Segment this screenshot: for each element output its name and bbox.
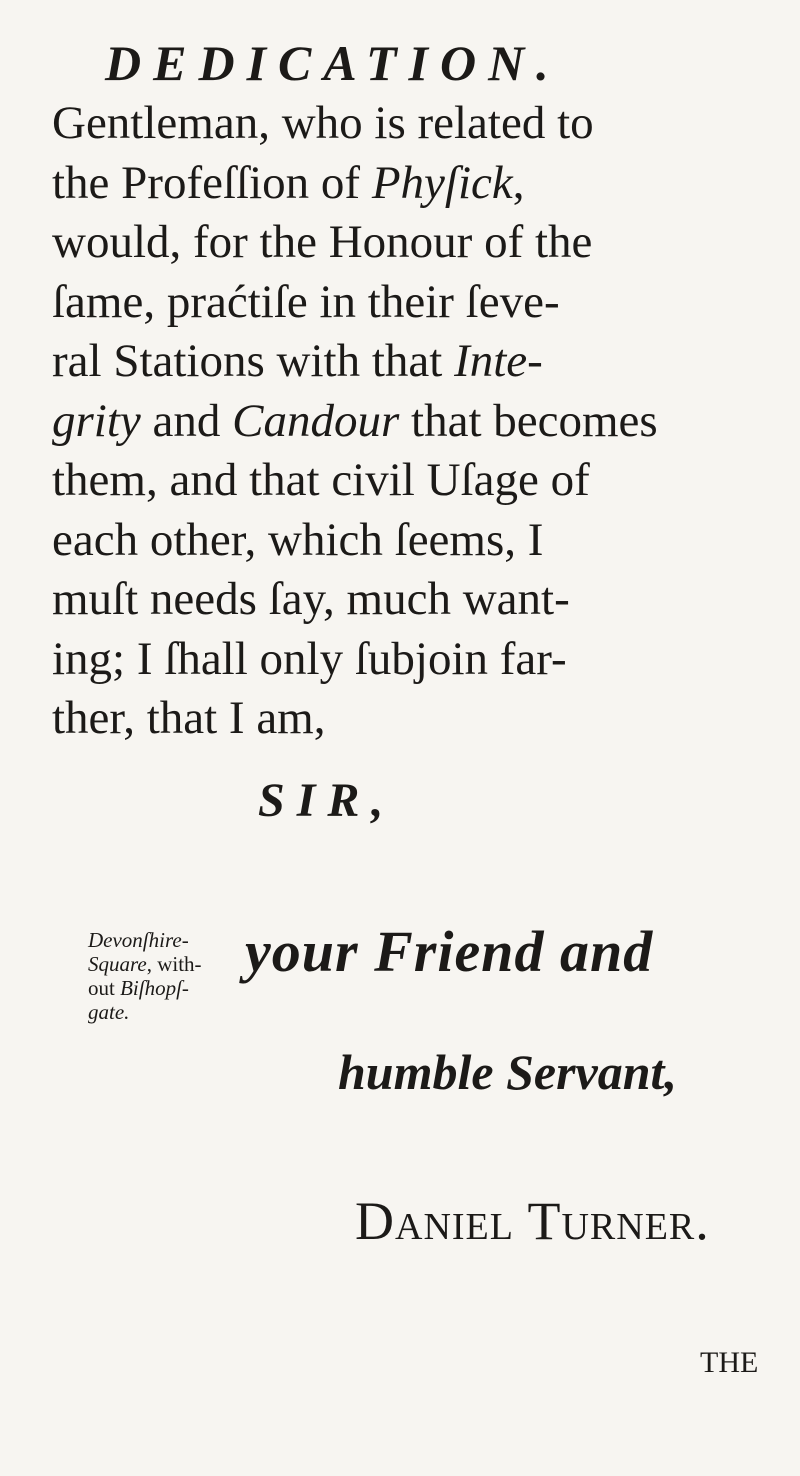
text-line: ſame, praćtiſe in their ſeve- <box>52 275 560 328</box>
italic-word: Inte- <box>454 335 543 387</box>
text-line: the Profeſſion of Phyſick, <box>52 156 525 209</box>
page-header: DEDICATION. <box>105 35 561 91</box>
body-paragraph <box>52 94 772 749</box>
address-line: Square, with- <box>88 952 202 976</box>
text-line: them, and that civil Uſage of <box>52 454 590 506</box>
address-line: out Biſhopſ- <box>88 976 189 1000</box>
text-line: each other, which ſeems, I <box>52 513 544 566</box>
text-line: would, for the Honour of the <box>52 216 593 268</box>
text-line: ther, that I am, <box>52 692 326 744</box>
text-line: muſt needs ſay, much want- <box>52 573 570 625</box>
catchword: THE <box>700 1346 759 1379</box>
italic-word: grity <box>52 394 141 447</box>
text-line: ing; I ſhall only ſubjoin far- <box>52 632 567 685</box>
address-note <box>88 928 208 1024</box>
salutation: SIR, <box>258 774 396 827</box>
address-line: Devonſhire- <box>88 928 189 952</box>
closing-line-1: your Friend and <box>245 919 654 984</box>
signature: Daniel Turner. <box>355 1191 710 1251</box>
text-line: grity and Candour that becomes <box>52 394 658 447</box>
text-line: Gentleman, who is related to <box>52 97 594 149</box>
address-line: gate. <box>88 1000 130 1024</box>
italic-word: Candour <box>232 394 400 447</box>
italic-word: Phyſick <box>371 156 513 209</box>
text-line: ral Stations with that Inte- <box>52 335 543 387</box>
closing-line-2: humble Servant, <box>338 1044 677 1100</box>
